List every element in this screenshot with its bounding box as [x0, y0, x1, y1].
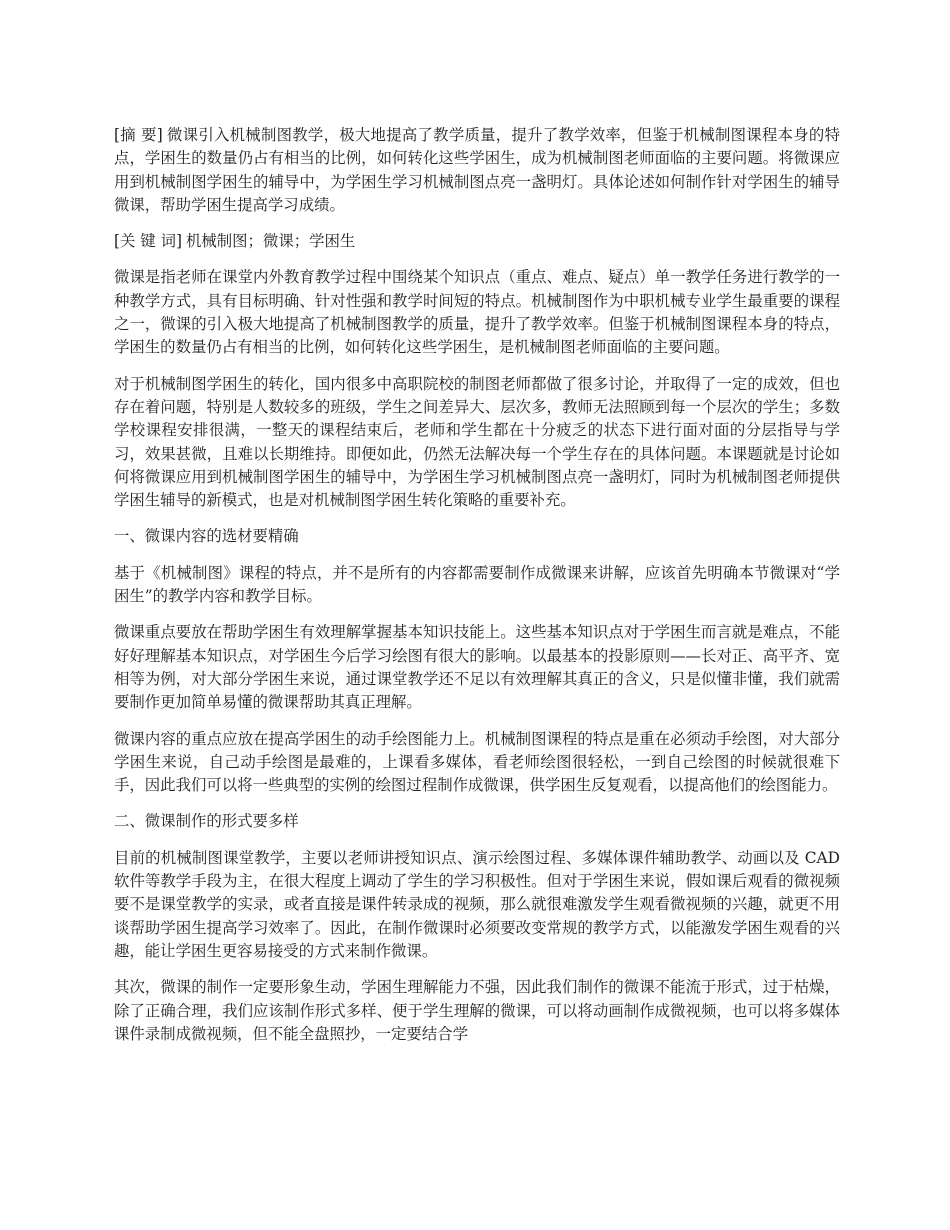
keywords: [114, 230, 840, 253]
intro-paragraph: 对于机械制图学困生的转化，国内很多中高职院校的制图老师都做了很多讨论，并取得了一定的成效，但也存在着问题，特别是人数较多的班级，学生之间差异大、层次多，教师无法照顾到每一个层次的学生；多数学校课程安排很满，一整天的课程结束后，老师和学生都在十分疲乏的状态下进行面对面的分层指导与学习，效果甚微，且难以长期维持。即便如此，仍然无法解决每一个学生存在的具体问题。本课题就是讨论如何将微课应用到机械制图学困生的辅导中，为学困生学习机械制图点亮一盏明灯，同时为机械制图老师提供学困生辅导的新模式，也是对机械制图学困生转化策略的重要补充。: [114, 374, 840, 510]
section-paragraph: 微课内容的重点应放在提高学困生的动手绘图能力上。机械制图课程的特点是重在必须动手绘图，对大部分学困生来说，自己动手绘图是最难的，上课看多媒体，看老师绘图很轻松，一到自己绘图的时候就很难下手，因此我们可以将一些典型的实例的绘图过程制作成微课，供学困生反复观看，以提高他们的绘图能力。: [114, 729, 840, 795]
section-paragraph: 其次，微课的制作一定要形象生动，学困生理解能力不强，因此我们制作的微课不能流于形式，过于枯燥，除了正确合理，我们应该制作形式多样、便于学生理解的微课，可以将动画制作成微视频，也可以将多媒体课件录制成微视频，但不能全盘照抄，一定要结合学: [114, 978, 840, 1043]
keywords-text: 机械制图；微课；学困生: [185, 232, 356, 251]
intro-paragraph: 微课是指老师在课堂内外教育教学过程中围绕某个知识点（重点、难点、疑点）单一教学任务进行教学的一种教学方式，具有目标明确、针对性强和教学时间短的特点。机械制图作为中职机械专业学生最重要的课程之一，微课的引入极大地提高了机械制图教学的质量，提升了教学效率。但鉴于机械制图课程本身的特点，学困生的数量仍占有相当的比例，如何转化这些学困生，是机械制图老师面临的主要问题。: [114, 268, 840, 357]
abstract-text: 微课引入机械制图教学，极大地提高了教学质量，提升了教学效率，但鉴于机械制图课程本身的特点，学困生的数量仍占有相当的比例，如何转化这些学困生，成为机械制图老师面临的主要问题。将微课应用到机械制图学困生的辅导中，为学困生学习机械制图点亮一盏明灯。具体论述如何制作针对学困生的辅导微课，帮助学困生提高学习成绩。: [114, 126, 840, 214]
abstract: [114, 124, 840, 217]
keywords-label: [关 键 词]: [114, 232, 182, 251]
section-heading: 二、微课制作的形式要多样: [114, 812, 299, 831]
section-paragraph: 基于《机械制图》课程的特点，并不是所有的内容都需要制作成微课来讲解，应该首先明确本节微课对“学困生”的教学内容和教学目标。: [114, 563, 840, 606]
section-paragraph: 微课重点要放在帮助学困生有效理解掌握基本知识技能上。这些基本知识点对于学困生而言就是难点，不能好好理解基本知识点，对学困生今后学习绘图有很大的影响。以最基本的投影原则——长对正、高平齐、宽相等为例，对大部分学困生来说，通过课堂教学还不足以有效理解其真正的含义，只是似懂非懂，我们就需要制作更加简单易懂的微课帮助其真正理解。: [114, 623, 840, 712]
section-paragraph: 目前的机械制图课堂教学，主要以老师讲授知识点、演示绘图过程、多媒体课件辅助教学、动画以及 CAD 软件等教学手段为主，在很大程度上调动了学生的学习积极性。但对于学困生来说，假如课后观看的微视频要不是课堂教学的实录，或者直接是课件转录成的视频，那么就很难激发学生观看微视频的兴趣，就更不用谈帮助学困生提高学习效率了。因此，在制作微课时必须要改变常规的教学方式，以能激发学困生观看的兴趣，能让学困生更容易接受的方式来制作微课。: [114, 848, 840, 960]
abstract-label: [摘 要]: [114, 126, 163, 144]
section-heading: 一、微课内容的选材要精确: [114, 527, 299, 546]
document-page: [114, 124, 840, 1059]
